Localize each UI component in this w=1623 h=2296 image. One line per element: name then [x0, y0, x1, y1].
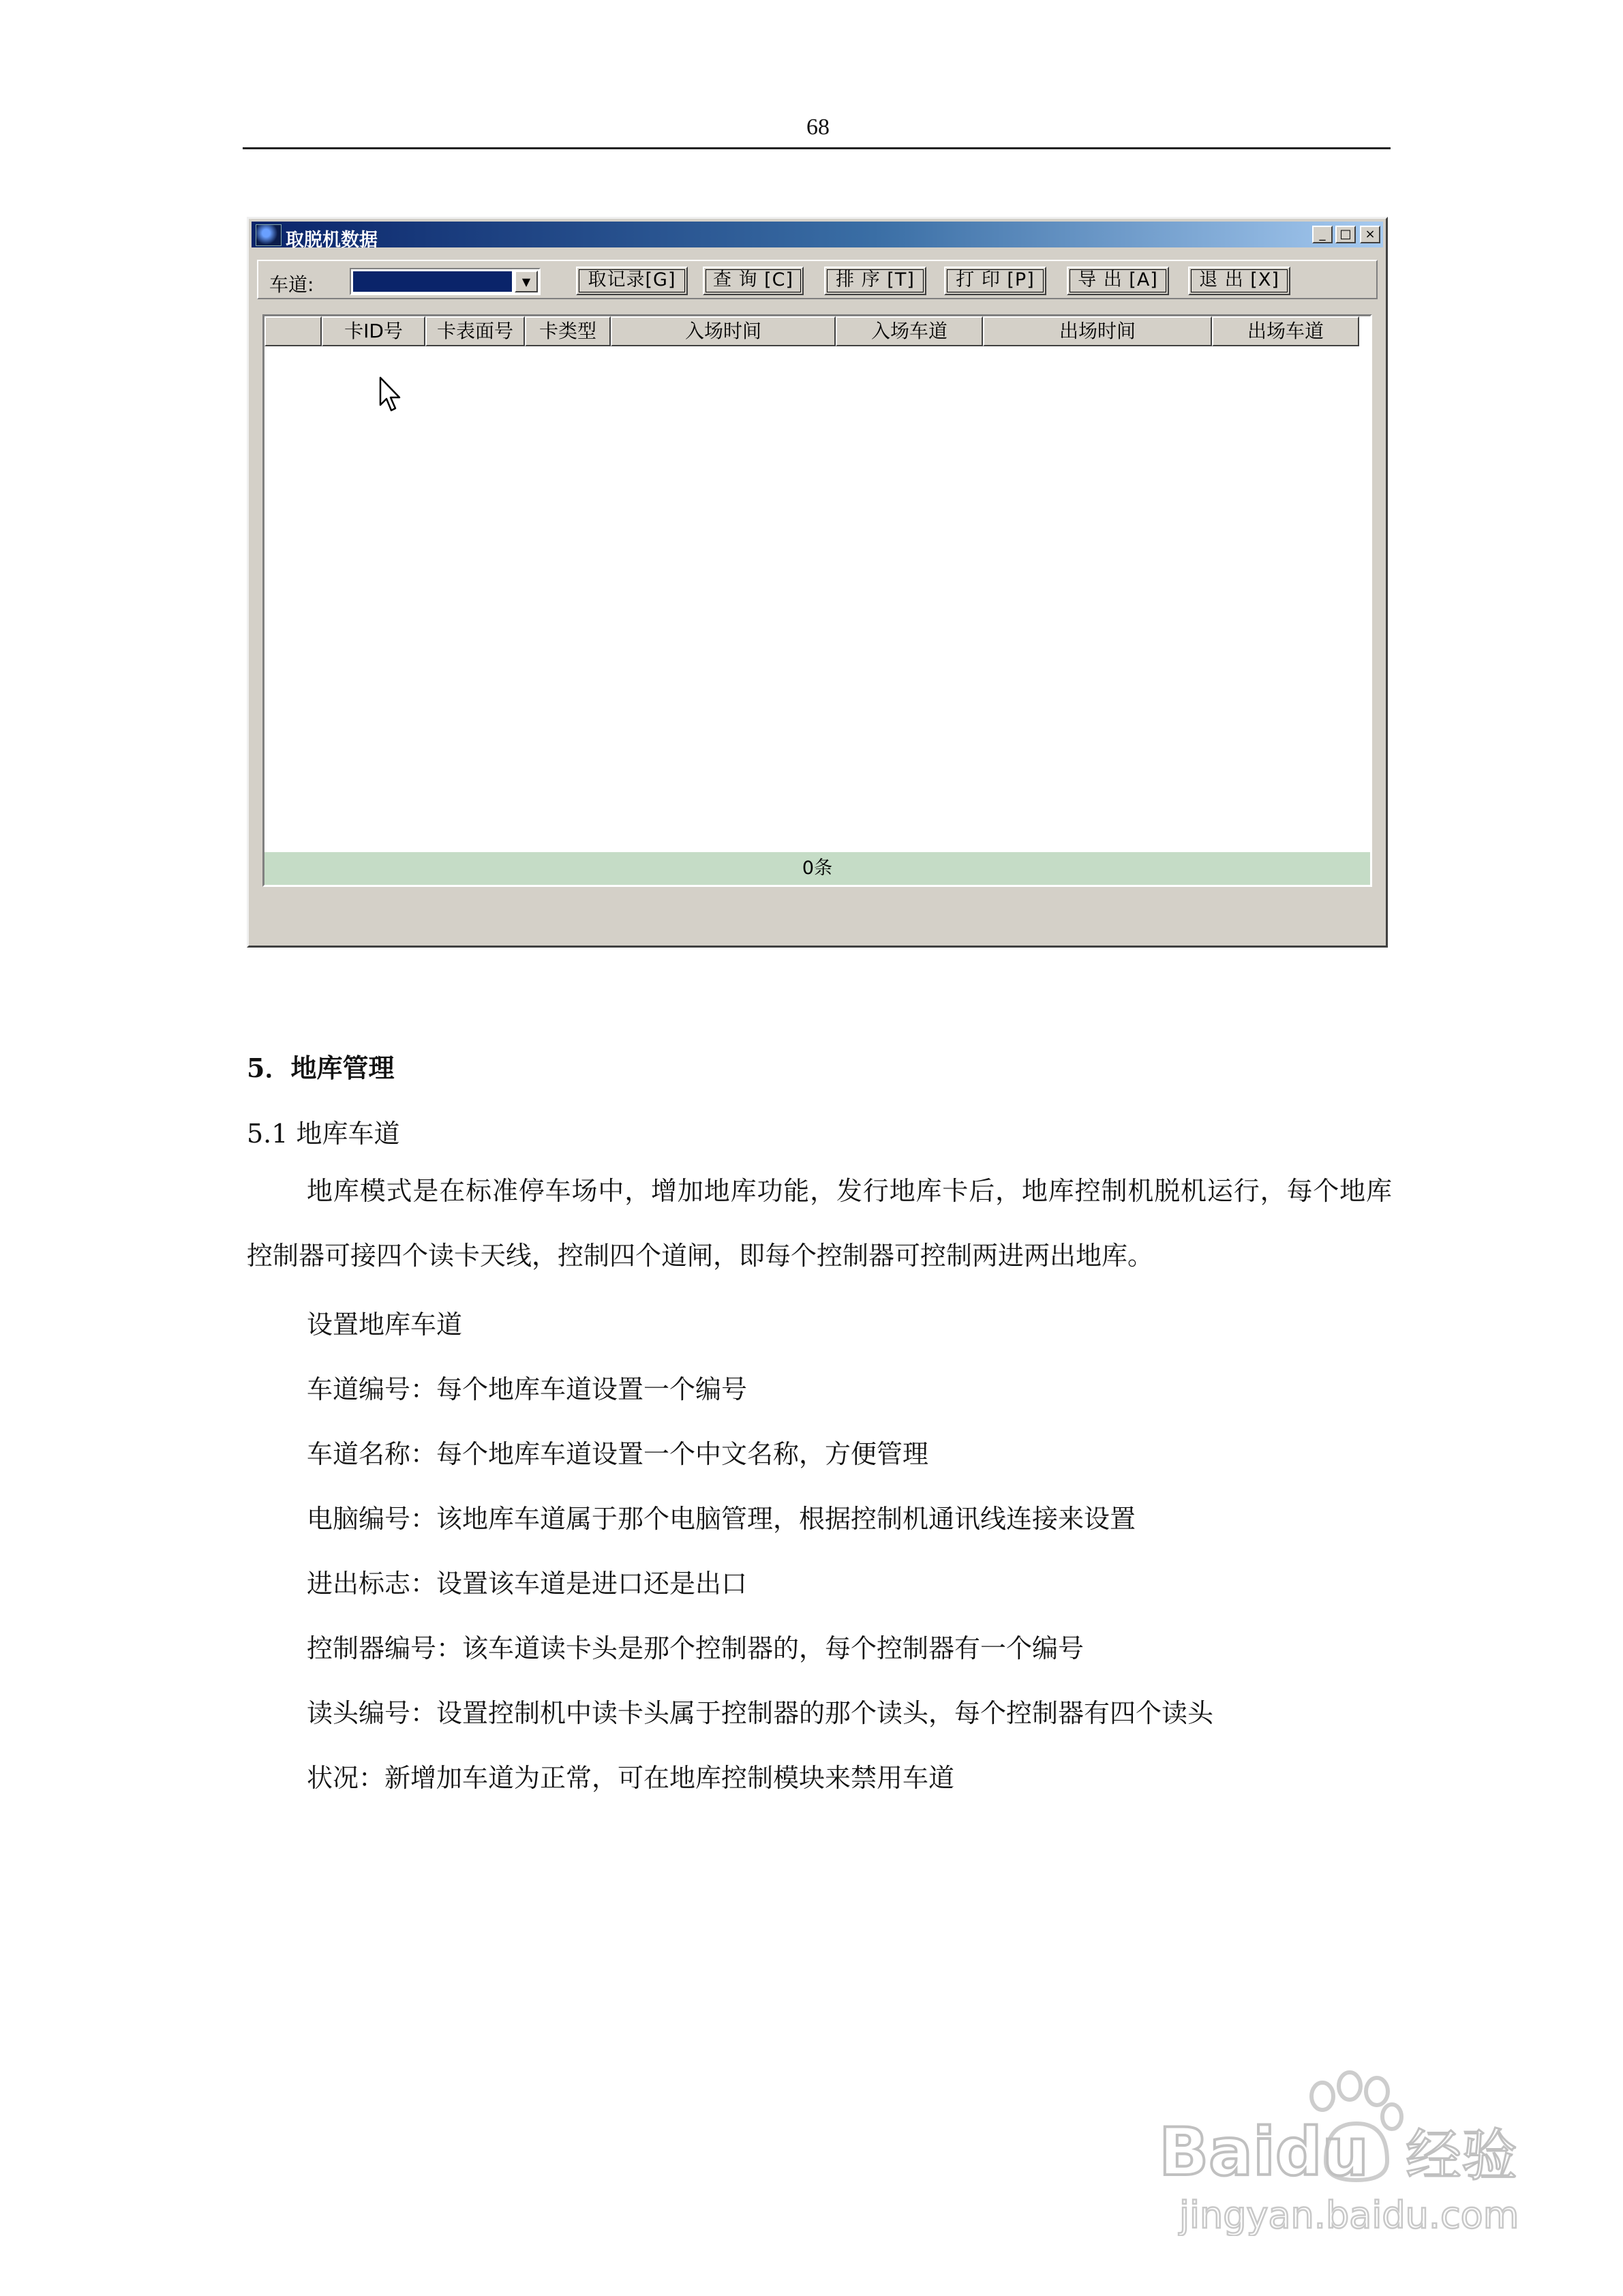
text-line: 车道名称：每个地库车道设置一个中文名称，方便管理: [307, 1439, 929, 1469]
baidu-jingyan-watermark: [1152, 2059, 1534, 2236]
lane-select-value: [353, 271, 512, 292]
table-header: [264, 316, 1370, 346]
app-icon: [256, 224, 282, 246]
maximize-button[interactable]: □: [1335, 226, 1356, 243]
text-line: 车道编号：每个地库车道设置一个编号: [307, 1374, 748, 1404]
minimize-button[interactable]: _: [1312, 226, 1333, 243]
text-line: 控制器编号：该车道读卡头是那个控制器的，每个控制器有一个编号: [307, 1633, 1084, 1663]
watermark-url: jingyan.baidu.com: [1179, 2194, 1519, 2236]
query-button[interactable]: 查 询 [C]: [703, 267, 804, 295]
column-header-entry-time[interactable]: 入场时间: [611, 316, 836, 346]
subsection-heading: 5.1 地库车道: [247, 1119, 400, 1149]
window-title: 取脱机数据: [286, 230, 378, 251]
mouse-cursor-icon: [379, 376, 402, 414]
print-button[interactable]: 打 印 [P]: [944, 267, 1046, 295]
record-count: 0条: [264, 852, 1370, 885]
title-bar[interactable]: [252, 222, 1383, 251]
watermark-brand: Baidu: [1159, 2114, 1369, 2190]
text-line: 读头编号：设置控制机中读卡头属于控制器的那个读头，每个控制器有四个读头: [307, 1698, 1214, 1728]
records-table[interactable]: [262, 314, 1372, 887]
column-header-card-type[interactable]: 卡类型: [525, 316, 611, 346]
fetch-records-button[interactable]: 取记录[G]: [576, 267, 688, 295]
page-number: 68: [806, 115, 830, 140]
text-line: 状况：新增加车道为正常，可在地库控制模块来禁用车道: [307, 1763, 955, 1793]
column-header-card-face-number[interactable]: 卡表面号: [425, 316, 525, 346]
text-line: 进出标志：设置该车道是进口还是出口: [307, 1569, 748, 1599]
toolbar: [257, 260, 1378, 299]
column-header-exit-time[interactable]: 出场时间: [983, 316, 1212, 346]
lane-label: 车道:: [269, 273, 314, 296]
column-header-exit-lane[interactable]: 出场车道: [1212, 316, 1359, 346]
text-line: 电脑编号：该地库车道属于那个电脑管理，根据控制机通讯线连接来设置: [307, 1504, 1136, 1534]
text-line: 设置地库车道: [307, 1310, 463, 1340]
column-header-entry-lane[interactable]: 入场车道: [836, 316, 983, 346]
column-header-indicator[interactable]: [264, 316, 322, 346]
offline-data-window: [247, 217, 1388, 948]
intro-paragraph: 地库模式是在标准停车场中，增加地库功能，发行地库卡后，地库控制机脱机运行，每个地库控制器可接四个读卡天线，控制四个道闸，即每个控制器可控制两进两出地库。: [247, 1176, 1392, 1271]
export-button[interactable]: 导 出 [A]: [1067, 267, 1169, 295]
chevron-down-icon[interactable]: ▼: [515, 271, 538, 292]
watermark-cn: 经验: [1406, 2124, 1518, 2188]
header-rule: [243, 147, 1391, 149]
section-heading: 5．地库管理: [247, 1053, 395, 1083]
close-button[interactable]: ×: [1360, 226, 1380, 243]
column-header-card-id[interactable]: 卡ID号: [322, 316, 425, 346]
lane-select[interactable]: [350, 268, 541, 295]
sort-button[interactable]: 排 序 [T]: [824, 267, 926, 295]
exit-button[interactable]: 退 出 [X]: [1188, 267, 1290, 295]
